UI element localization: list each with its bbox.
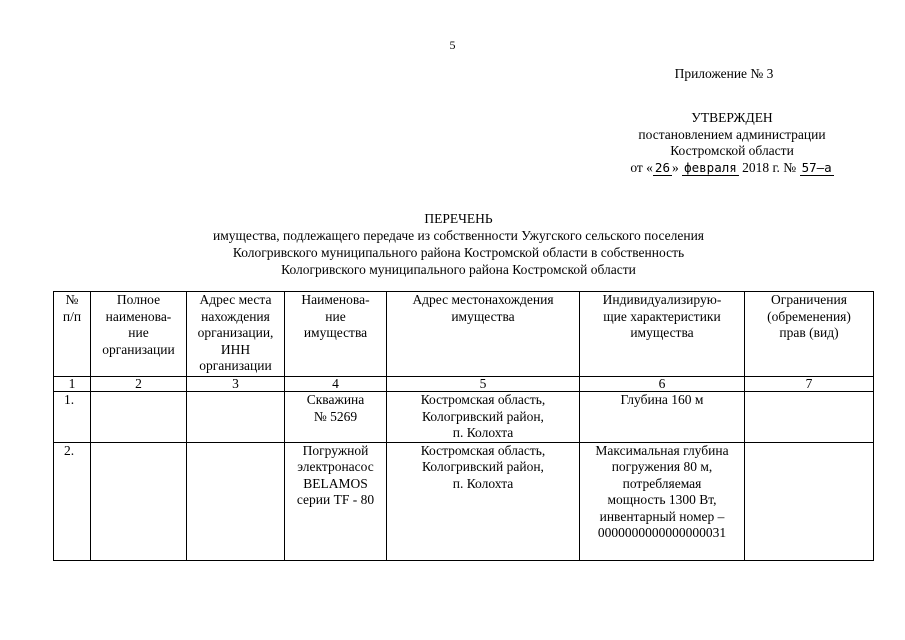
header-cell-property-name: Наименова- ние имущества [285,292,387,377]
header-cell-characteristics: Индивидуализирую- щие характеристики имущества [580,292,745,377]
header-cell-org-name: Полное наименова- ние организации [91,292,187,377]
table-row [54,392,874,443]
approval-date-line [600,160,864,176]
org-address-cell [187,442,285,560]
date-mid: » [671,160,679,175]
date-year: 2018 г. № [742,160,797,175]
column-number: 4 [285,377,387,392]
document-title: ПЕРЕЧЕНЬ [424,211,493,226]
property-address-cell: Костромская область, Кологривский район, п. Колохта [387,392,580,443]
org-name-cell [91,442,187,560]
column-number: 5 [387,377,580,392]
column-number: 6 [580,377,745,392]
header-cell-restrictions: Ограничения (обременения) прав (вид) [745,292,874,377]
title-line-2: Кологривского муниципального района Костромской области в собственность [232,245,685,260]
row-number: 2. [54,442,91,560]
header-cell-org-address: Адрес места нахождения организации, ИНН организации [187,292,285,377]
header-cell-property-address: Адрес местонахождения имущества [387,292,580,377]
property-name-cell: Погружной электронасос BELAMOS серии TF - 80 [285,442,387,560]
org-address-cell [187,392,285,443]
restrictions-cell [745,442,874,560]
title-line-3: Кологривского муниципального района Костромской области [281,262,636,277]
date-prefix: от « [630,160,653,175]
table-row [54,442,874,560]
page-number: 5 [449,38,456,52]
approval-line-1: постановлением администрации [638,127,826,142]
characteristics-cell: Глубина 160 м [580,392,745,443]
column-number-row [54,377,874,392]
property-name-cell: Скважина № 5269 [285,392,387,443]
column-number: 2 [91,377,187,392]
column-number: 7 [745,377,874,392]
property-address-cell: Костромская область, Кологривский район, п. Колохта [387,442,580,560]
org-name-cell [91,392,187,443]
approval-heading: УТВЕРЖДЕН [691,110,773,125]
appendix-label: Приложение № 3 [674,66,774,81]
property-table [53,291,874,561]
column-number: 1 [54,377,91,392]
date-day: 26 [654,160,670,175]
column-number: 3 [187,377,285,392]
characteristics-cell: Максимальная глубина погружения 80 м, потребляемая мощность 1300 Вт, инвентарный номер – 0000000000000000031 [580,442,745,560]
title-line-1: имущества, подлежащего передаче из собственности Ужугского сельского поселения [212,228,705,243]
restrictions-cell [745,392,874,443]
date-month: февраля [684,160,737,175]
header-cell-num: № п/п [54,292,91,377]
approval-line-2: Костромской области [670,143,794,158]
row-number: 1. [54,392,91,443]
decree-number: 57–а [801,160,832,175]
table-header-row [54,292,874,377]
